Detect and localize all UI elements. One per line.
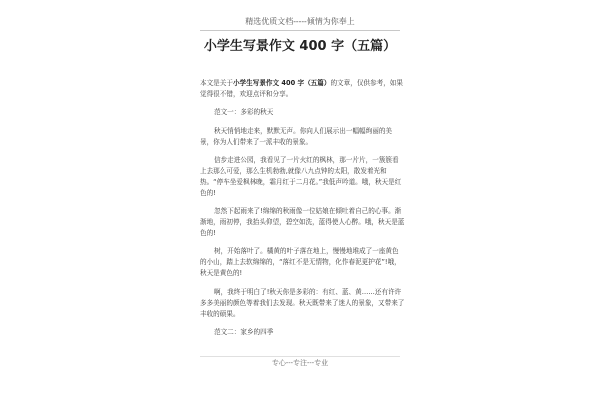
intro-prefix: 本文是关于 [200,79,233,87]
document-footer: 专心---专注---专业 [271,359,329,367]
section-heading: 范文一：多彩的秋天 [214,108,274,117]
section-heading: 范文二：家乡的四季 [214,328,274,337]
document-body [200,78,405,345]
intro-paragraph [200,78,405,100]
document-header: 精选优质文档-----倾情为你奉上 [245,17,355,26]
intro-suffix: 的文章，仅供参考，如果觉得很不错，欢迎点评和分享。 [200,79,403,98]
header-divider [200,30,400,31]
body-paragraph: 忽然下起雨来了!绵绵的秋雨像一位姑娘在倾吐着自己的心事。渐渐地，雨初停，我抬头仰望，碧空如洗，蓝得使人心醉。哦，秋天是蓝色的! [200,207,405,238]
footer-divider [200,356,400,357]
body-paragraph: 信步走进公园，我看见了一片火红的枫林，那一片片，一簇簇看上去那么可爱，那么生机勃勃,就像八九点钟的太阳，散发着光和热。“停车坐爱枫林晚，霜月红于二月花。”我低声吟道。哦，秋天是红色的! [200,155,402,197]
body-paragraph: 啊，我终于明白了!秋天你是多彩的：有红、蓝、黄……还有许许多多美丽的颜色等着我们去发现。秋天既带来了迷人的景象，又带来了丰收的硕果。 [200,287,405,318]
page-title: 小学生写景作文 400 字（五篇） [203,39,397,54]
body-paragraph: 树，开始落叶了。橘黄的叶子落在地上，慢慢地堆成了一座黄色的小山，踏上去软绵绵的，“落红不是无情物，化作春泥更护花”!哦，秋天是黄色的! [200,247,401,278]
body-paragraph: 秋天悄悄地走来，默默无声。你向人们展示出一幅幅绚丽的美景，你为人们带来了一派丰收的景象。 [200,126,393,146]
intro-bold-title: 小学生写景作文 400 字（五篇） [232,79,331,87]
